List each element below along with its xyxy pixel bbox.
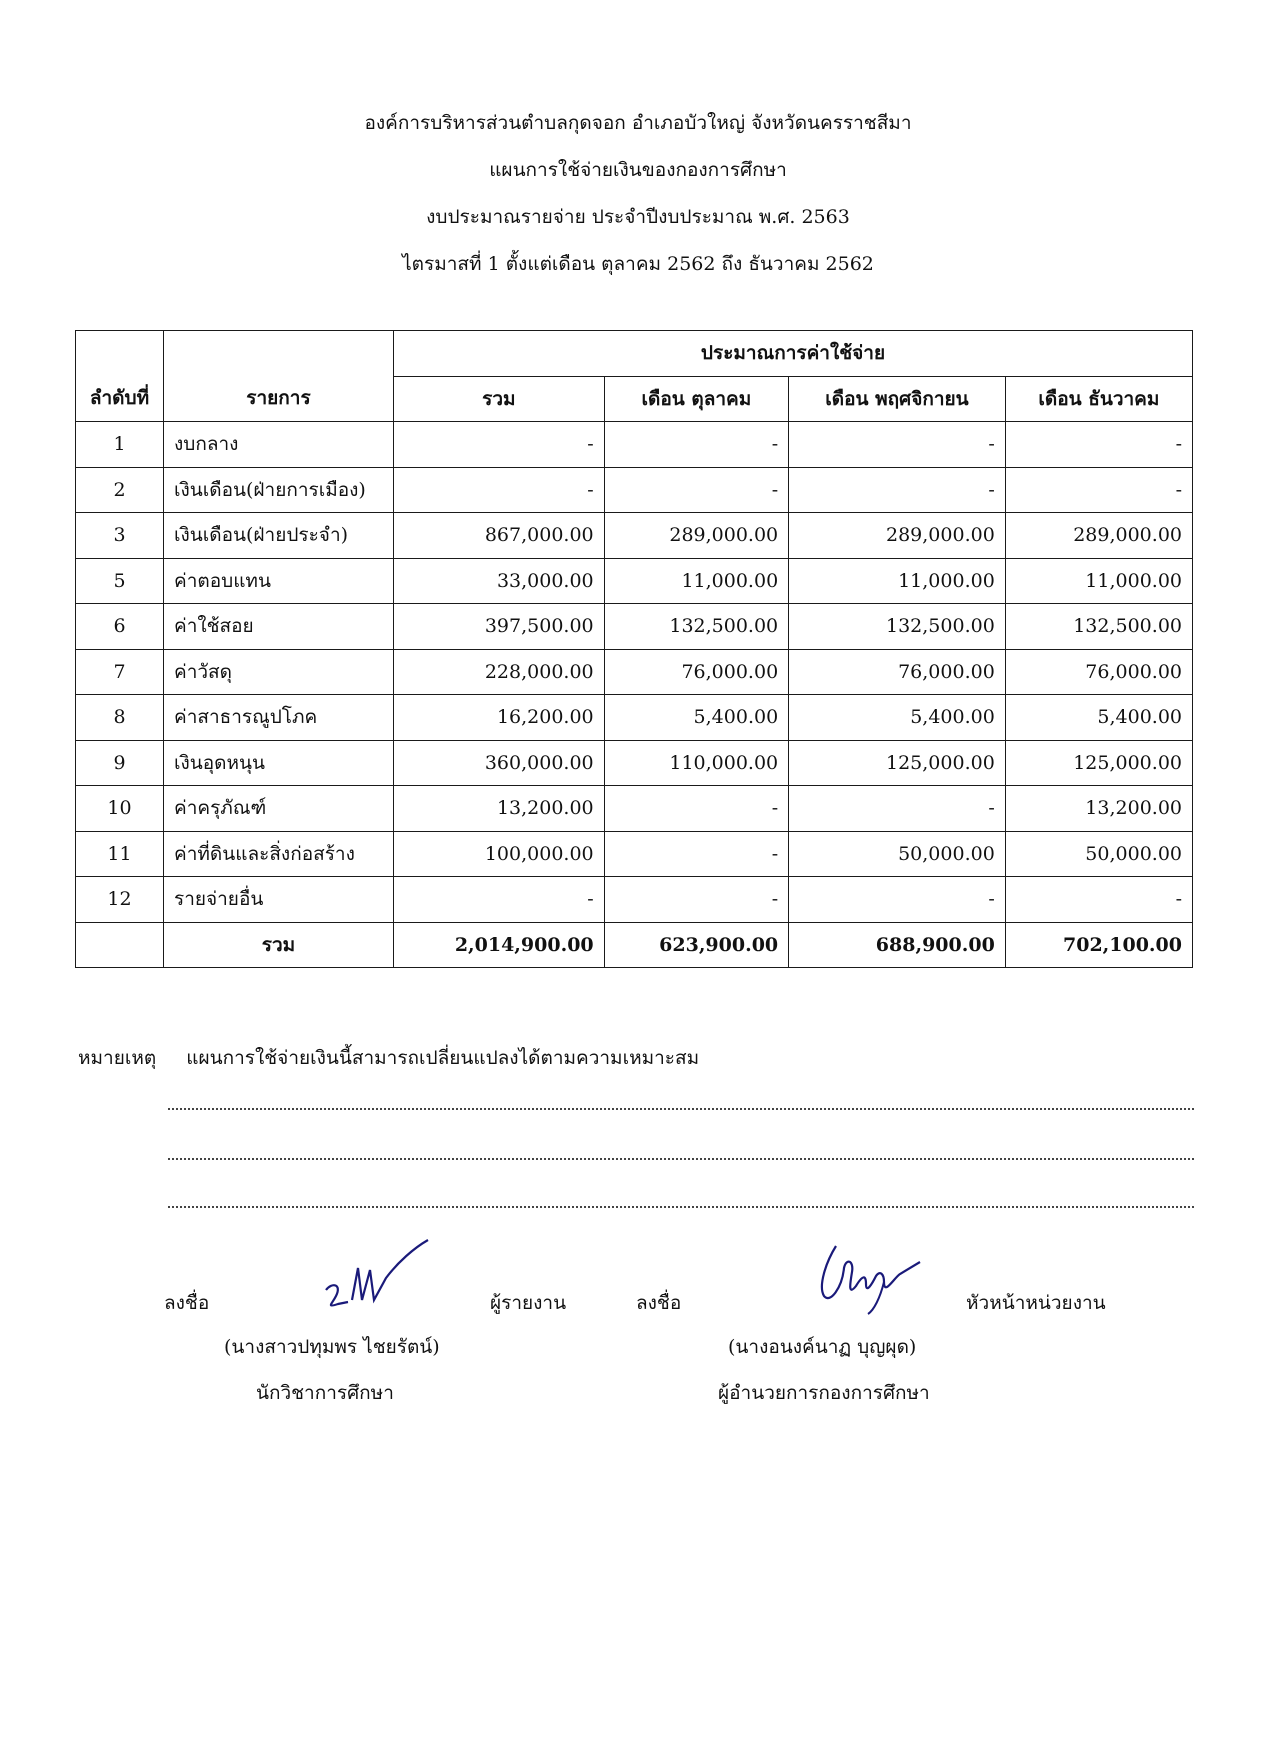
row-october: 289,000.00 <box>604 513 789 559</box>
header-total: รวม <box>394 376 605 422</box>
table-row <box>76 786 1193 832</box>
row-item: เงินเดือน(ฝ่ายการเมือง) <box>164 467 394 513</box>
row-october: - <box>604 422 789 468</box>
december-total: 702,100.00 <box>1005 922 1192 968</box>
budget-table <box>75 330 1193 968</box>
dotted-line <box>168 1108 1194 1110</box>
row-december: 132,500.00 <box>1005 604 1192 650</box>
remark-label: หมายเหตุ <box>78 1047 157 1069</box>
left-handwritten-signature <box>318 1238 438 1318</box>
header-november: เดือน พฤศจิกายน <box>789 376 1006 422</box>
row-december: - <box>1005 422 1192 468</box>
row-total: 228,000.00 <box>394 649 605 695</box>
table-row <box>76 740 1193 786</box>
table-row <box>76 558 1193 604</box>
row-october: 110,000.00 <box>604 740 789 786</box>
row-october: 132,500.00 <box>604 604 789 650</box>
row-november: 289,000.00 <box>789 513 1006 559</box>
row-number: 8 <box>76 695 164 741</box>
table-row <box>76 877 1193 923</box>
dotted-line <box>168 1158 1194 1160</box>
row-october: 5,400.00 <box>604 695 789 741</box>
budget-year-title: งบประมาณรายจ่าย ประจำปีงบประมาณ พ.ศ. 2563 <box>426 206 850 228</box>
row-november: 132,500.00 <box>789 604 1006 650</box>
row-number: 11 <box>76 831 164 877</box>
row-december: - <box>1005 467 1192 513</box>
row-november: - <box>789 877 1006 923</box>
november-total: 688,900.00 <box>789 922 1006 968</box>
row-item: ค่าตอบแทน <box>164 558 394 604</box>
row-december: 13,200.00 <box>1005 786 1192 832</box>
table-row <box>76 604 1193 650</box>
row-number: 6 <box>76 604 164 650</box>
row-item: ค่าครุภัณฑ์ <box>164 786 394 832</box>
row-number: 3 <box>76 513 164 559</box>
table-row <box>76 467 1193 513</box>
document-header <box>0 100 1276 288</box>
row-total: 100,000.00 <box>394 831 605 877</box>
row-item: ค่าใช้สอย <box>164 604 394 650</box>
plan-title: แผนการใช้จ่ายเงินของกองการศึกษา <box>489 159 787 181</box>
row-number: 10 <box>76 786 164 832</box>
row-item: ค่าสาธารณูปโภค <box>164 695 394 741</box>
dotted-line <box>168 1206 1194 1208</box>
row-item: เงินอุดหนุน <box>164 740 394 786</box>
organization-title: องค์การบริหารส่วนตำบลกุดจอก อำเภอบัวใหญ่ จังหวัดนครราชสีมา <box>364 112 912 134</box>
row-total: - <box>394 467 605 513</box>
remark <box>78 1043 699 1073</box>
row-item: ค่าที่ดินและสิ่งก่อสร้าง <box>164 831 394 877</box>
row-number: 12 <box>76 877 164 923</box>
total-row <box>76 922 1193 968</box>
row-october: - <box>604 786 789 832</box>
row-october: 11,000.00 <box>604 558 789 604</box>
right-name: (นางอนงค์นาฏ บุญผุด) <box>728 1336 917 1358</box>
row-november: 5,400.00 <box>789 695 1006 741</box>
row-number: 5 <box>76 558 164 604</box>
left-name: (นางสาวปทุมพร ไชยรัตน์) <box>224 1336 440 1358</box>
row-total: 33,000.00 <box>394 558 605 604</box>
table-row <box>76 422 1193 468</box>
header-october: เดือน ตุลาคม <box>604 376 789 422</box>
table-header-row-top <box>76 331 1193 377</box>
row-total: - <box>394 877 605 923</box>
quarter-title: ไตรมาสที่ 1 ตั้งแต่เดือน ตุลาคม 2562 ถึง ธันวาคม 2562 <box>402 253 874 275</box>
row-total: 360,000.00 <box>394 740 605 786</box>
row-december: 289,000.00 <box>1005 513 1192 559</box>
row-december: 50,000.00 <box>1005 831 1192 877</box>
table-row <box>76 695 1193 741</box>
row-item: ค่าวัสดุ <box>164 649 394 695</box>
row-number: 7 <box>76 649 164 695</box>
row-november: - <box>789 467 1006 513</box>
left-position: นักวิชาการศึกษา <box>256 1382 394 1404</box>
right-sign-label: ลงชื่อ <box>636 1292 682 1314</box>
row-november: - <box>789 786 1006 832</box>
table-row <box>76 513 1193 559</box>
row-november: 50,000.00 <box>789 831 1006 877</box>
row-number: 1 <box>76 422 164 468</box>
row-november: 11,000.00 <box>789 558 1006 604</box>
row-total: 867,000.00 <box>394 513 605 559</box>
header-december: เดือน ธันวาคม <box>1005 376 1192 422</box>
right-role: หัวหน้าหน่วยงาน <box>966 1292 1106 1314</box>
table-row <box>76 831 1193 877</box>
header-item: รายการ <box>164 331 394 422</box>
right-position: ผู้อำนวยการกองการศึกษา <box>718 1382 930 1404</box>
left-sign-label: ลงชื่อ <box>164 1292 210 1314</box>
row-october: - <box>604 467 789 513</box>
header-estimated-expense: ประมาณการค่าใช้จ่าย <box>394 331 1193 377</box>
row-december: 125,000.00 <box>1005 740 1192 786</box>
total-row-label: รวม <box>164 922 394 968</box>
row-december: 5,400.00 <box>1005 695 1192 741</box>
left-role: ผู้รายงาน <box>490 1292 567 1314</box>
row-december: 11,000.00 <box>1005 558 1192 604</box>
row-november: - <box>789 422 1006 468</box>
grand-total: 2,014,900.00 <box>394 922 605 968</box>
row-november: 125,000.00 <box>789 740 1006 786</box>
right-handwritten-signature <box>808 1238 928 1318</box>
row-october: - <box>604 877 789 923</box>
row-november: 76,000.00 <box>789 649 1006 695</box>
row-item: งบกลาง <box>164 422 394 468</box>
row-total: 16,200.00 <box>394 695 605 741</box>
row-october: - <box>604 831 789 877</box>
october-total: 623,900.00 <box>604 922 789 968</box>
total-row-empty-cell <box>76 922 164 968</box>
row-october: 76,000.00 <box>604 649 789 695</box>
table-row <box>76 649 1193 695</box>
remark-text: แผนการใช้จ่ายเงินนี้สามารถเปลี่ยนแปลงได้ตามความเหมาะสม <box>186 1047 700 1069</box>
row-number: 2 <box>76 467 164 513</box>
row-december: - <box>1005 877 1192 923</box>
header-no: ลำดับที่ <box>76 331 164 422</box>
row-item: รายจ่ายอื่น <box>164 877 394 923</box>
row-december: 76,000.00 <box>1005 649 1192 695</box>
row-total: 397,500.00 <box>394 604 605 650</box>
row-item: เงินเดือน(ฝ่ายประจำ) <box>164 513 394 559</box>
row-number: 9 <box>76 740 164 786</box>
row-total: 13,200.00 <box>394 786 605 832</box>
row-total: - <box>394 422 605 468</box>
